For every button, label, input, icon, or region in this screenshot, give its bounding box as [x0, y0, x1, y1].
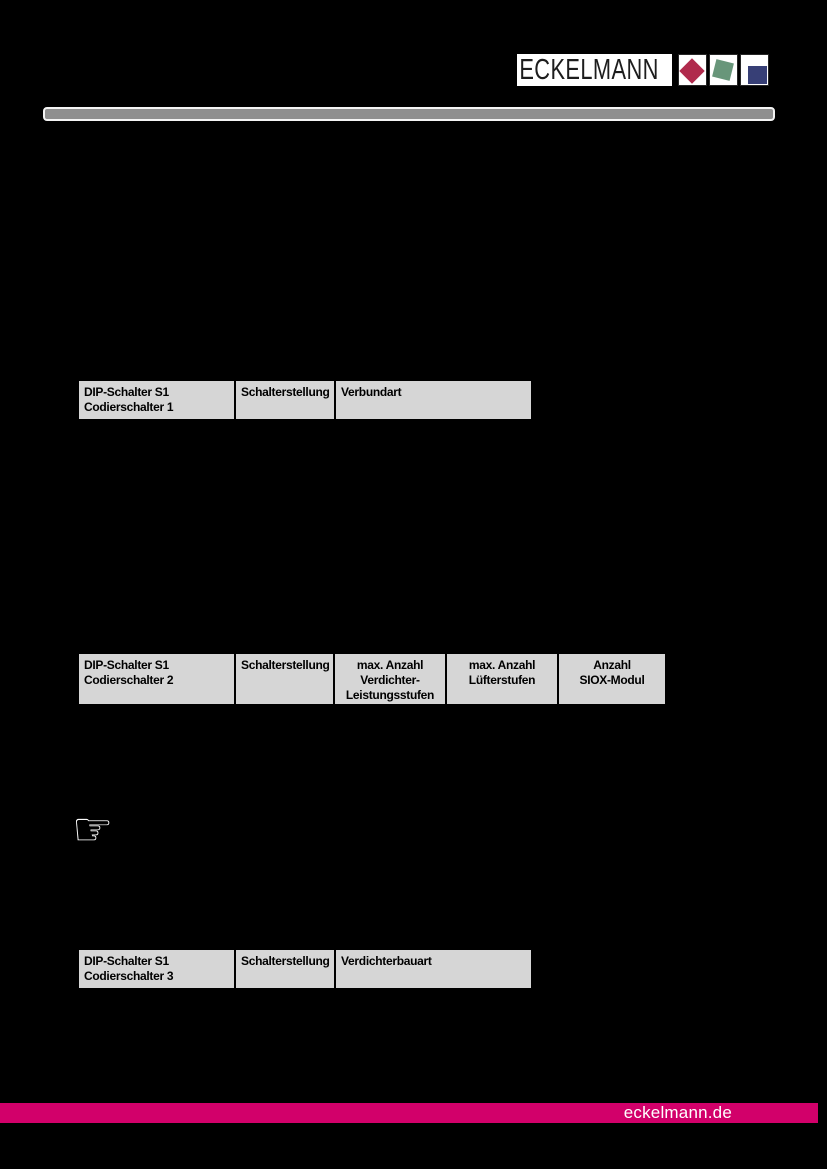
red-diamond-icon [679, 58, 704, 83]
table-codierschalter-1 [79, 381, 531, 419]
header-line: max. Anzahl [468, 658, 536, 672]
header-cell-schalterstellung [236, 950, 334, 988]
header-line: DIP-Schalter S1 [84, 954, 169, 968]
header-cell-schalterstellung [236, 381, 334, 419]
footer-bar [0, 1103, 818, 1123]
header-cell-verbundart [336, 381, 531, 419]
header-cell-schalterstellung [236, 654, 333, 704]
header-cell-max-anzahl-verdichter [335, 654, 445, 704]
eckelmann-logo-text: ECKELMANN [519, 54, 659, 86]
header-line: Verdichterbauart [341, 954, 432, 968]
header-line: Verdichter- [360, 673, 420, 687]
chapter-heading-bar [43, 107, 775, 121]
logo-tile-3 [740, 54, 769, 86]
header-line: max. Anzahl [356, 658, 424, 672]
header-line: Anzahl [593, 658, 631, 672]
table-codierschalter-2 [79, 654, 665, 704]
header-line: Lüfterstufen [468, 673, 536, 687]
header-line: Schalterstellung [241, 658, 330, 672]
header-line: Verbundart [341, 385, 402, 399]
header-line: DIP-Schalter S1 [84, 658, 169, 672]
header-line: Schalterstellung [241, 385, 330, 399]
header-line: DIP-Schalter S1 [84, 385, 169, 399]
header-line: Codierschalter 1 [84, 400, 174, 414]
footer-link[interactable]: eckelmann.de [623, 1103, 732, 1122]
logo-tile-2 [709, 54, 738, 86]
blue-square-icon [748, 66, 767, 84]
pointing-hand-icon: ☞ [72, 802, 114, 856]
eckelmann-logo-wordmark [517, 54, 672, 86]
header-line: Leistungsstufen [345, 688, 435, 702]
header-cell-dip-schalter [79, 950, 234, 988]
logo-tile-1 [678, 54, 707, 86]
header-cell-dip-schalter [79, 654, 234, 704]
header-line: Codierschalter 3 [84, 969, 174, 983]
header-cell-dip-schalter [79, 381, 234, 419]
header-line: Codierschalter 2 [84, 673, 174, 687]
header-cell-verdichterbauart [336, 950, 531, 988]
header-cell-anzahl-siox-modul [559, 654, 665, 704]
header-line: Schalterstellung [241, 954, 330, 968]
table-codierschalter-3 [79, 950, 531, 988]
header-line: SIOX-Modul [579, 673, 645, 687]
green-square-icon [712, 59, 734, 81]
header-cell-max-anzahl-luefterstufen [447, 654, 557, 704]
eckelmann-logo [517, 54, 769, 86]
